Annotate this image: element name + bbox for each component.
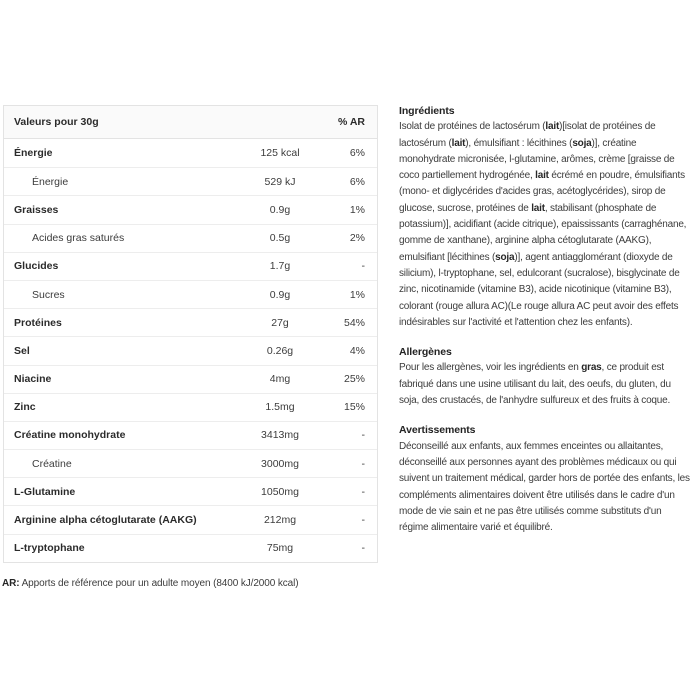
row-pct: 1% bbox=[349, 288, 365, 301]
row-label: Sucres bbox=[32, 288, 65, 301]
table-row bbox=[4, 308, 377, 336]
table-row bbox=[4, 477, 377, 505]
row-value: 1.7g bbox=[269, 260, 291, 273]
row-value: 1050mg bbox=[261, 485, 299, 498]
table-row bbox=[4, 195, 377, 223]
section-title: Allergènes bbox=[399, 346, 452, 359]
table-row bbox=[4, 224, 377, 252]
row-value: 27g bbox=[271, 316, 289, 329]
section-ingredients bbox=[399, 103, 691, 331]
row-pct: 2% bbox=[349, 232, 365, 245]
row-value: 0.26g bbox=[266, 344, 294, 357]
row-label: Arginine alpha cétoglutarate (AAKG) bbox=[14, 514, 197, 527]
table-row bbox=[4, 534, 377, 562]
nutrition-table bbox=[3, 105, 378, 563]
table-row bbox=[4, 449, 377, 477]
row-label: Énergie bbox=[14, 147, 53, 160]
row-label: Créatine monohydrate bbox=[14, 429, 126, 442]
row-pct: - bbox=[361, 542, 365, 555]
row-value: 0.9g bbox=[269, 203, 291, 216]
row-value: 0.5g bbox=[269, 232, 291, 245]
reference-intake-note: AR: Apports de référence pour un adulte moyen (8400 kJ/2000 kcal) bbox=[2, 578, 299, 589]
table-row bbox=[4, 365, 377, 393]
row-label: Acides gras saturés bbox=[32, 232, 125, 245]
row-label: Sel bbox=[14, 344, 30, 357]
row-label: Graisses bbox=[14, 203, 59, 216]
row-label: L-Glutamine bbox=[14, 485, 76, 498]
row-value: 125 kcal bbox=[260, 147, 300, 160]
row-label: Protéines bbox=[14, 316, 62, 329]
table-row bbox=[4, 393, 377, 421]
table-row bbox=[4, 336, 377, 364]
row-label: Énergie bbox=[32, 175, 69, 188]
row-pct: 15% bbox=[343, 401, 365, 414]
table-header-pct: % AR bbox=[337, 116, 365, 128]
table-row bbox=[4, 167, 377, 195]
row-label: L-tryptophane bbox=[14, 542, 85, 555]
row-pct: - bbox=[361, 260, 365, 273]
info-column bbox=[399, 103, 691, 549]
row-pct: - bbox=[361, 429, 365, 442]
table-row bbox=[4, 280, 377, 308]
row-value: 529 kJ bbox=[264, 175, 296, 188]
section-allergens bbox=[399, 344, 691, 409]
section-title: Ingrédients bbox=[399, 105, 455, 117]
row-value: 3413mg bbox=[261, 429, 299, 442]
table-row bbox=[4, 252, 377, 280]
row-label: Niacine bbox=[14, 373, 52, 386]
row-pct: - bbox=[361, 514, 365, 527]
table-header-label: Valeurs pour 30g bbox=[14, 116, 99, 128]
row-label: Glucides bbox=[14, 260, 59, 273]
row-pct: 4% bbox=[349, 344, 365, 357]
row-pct: - bbox=[361, 457, 365, 470]
row-value: 212mg bbox=[263, 514, 297, 527]
section-warnings bbox=[399, 422, 691, 536]
row-value: 3000mg bbox=[261, 457, 299, 470]
row-pct: 25% bbox=[343, 373, 365, 386]
table-row bbox=[4, 421, 377, 449]
table-header-row bbox=[4, 106, 377, 139]
row-label: Créatine bbox=[32, 457, 72, 470]
row-pct: 6% bbox=[349, 175, 365, 188]
table-row bbox=[4, 505, 377, 533]
row-value: 1.5mg bbox=[265, 401, 295, 414]
row-label: Zinc bbox=[14, 401, 36, 414]
row-pct: 54% bbox=[343, 316, 365, 329]
row-value: 75mg bbox=[266, 542, 294, 555]
section-text: Pour les allergènes, voir les ingrédients en gras, ce produit est fabriqué dans une usine utilisant du lait, des oeufs, du gluten, du soja, des crustacés, de l'anhydre sulfureux et des fruits à coque. bbox=[399, 362, 671, 407]
row-pct: 1% bbox=[349, 203, 365, 216]
section-text: Isolat de protéines de lactosérum (lait)[isolat de protéines de lactosérum (lait), émulsifiant : lécithines (soja)], créatine monohydrate micronisée, l-glutamine, arômes, crème [graisse de coco partiellement hydrogénée, lait écrémé en poudre, émulsifiants (mono- et diglycérides d'acides gras, acétoglycérides), sirop de glucose, sucrose, protéines de lait, stabilisant (phosphate de potassium)], acidifiant (acide citrique), epaississants (carraghénane, gomme de xanthane), arginine alpha cétoglutarate (AAKG), emulsifiant [lécithines (soja)], agent antiagglomérant (dioxyde de silicium), l-tryptophane, sel, edulcorant (sucralose), bisglycinate de zinc, nicotinamide (vitamine B3), acide nicotinique (vitamine B3), colorant (rouge allura AC)(Le rouge allura AC peut avoir des effets indésirables sur l'activité et l'attention chez les enfants). bbox=[399, 121, 687, 328]
row-pct: 6% bbox=[349, 147, 365, 160]
table-row bbox=[4, 139, 377, 167]
section-text: Déconseillé aux enfants, aux femmes enceintes ou allaitantes, déconseillé aux personnes ayant des problèmes médicaux ou qui suivent un traitement médical, garder hors de portée des enfants, les compléments alimentaires doivent être utilisés dans le cadre d'un mode de vie sain et ne pas être utilisés comme substituts d'un régime alimentaire varié et équilibré. bbox=[399, 440, 690, 534]
row-value: 4mg bbox=[269, 373, 291, 386]
section-title: Avertissements bbox=[399, 424, 476, 437]
row-value: 0.9g bbox=[269, 288, 291, 301]
row-pct: - bbox=[361, 485, 365, 498]
